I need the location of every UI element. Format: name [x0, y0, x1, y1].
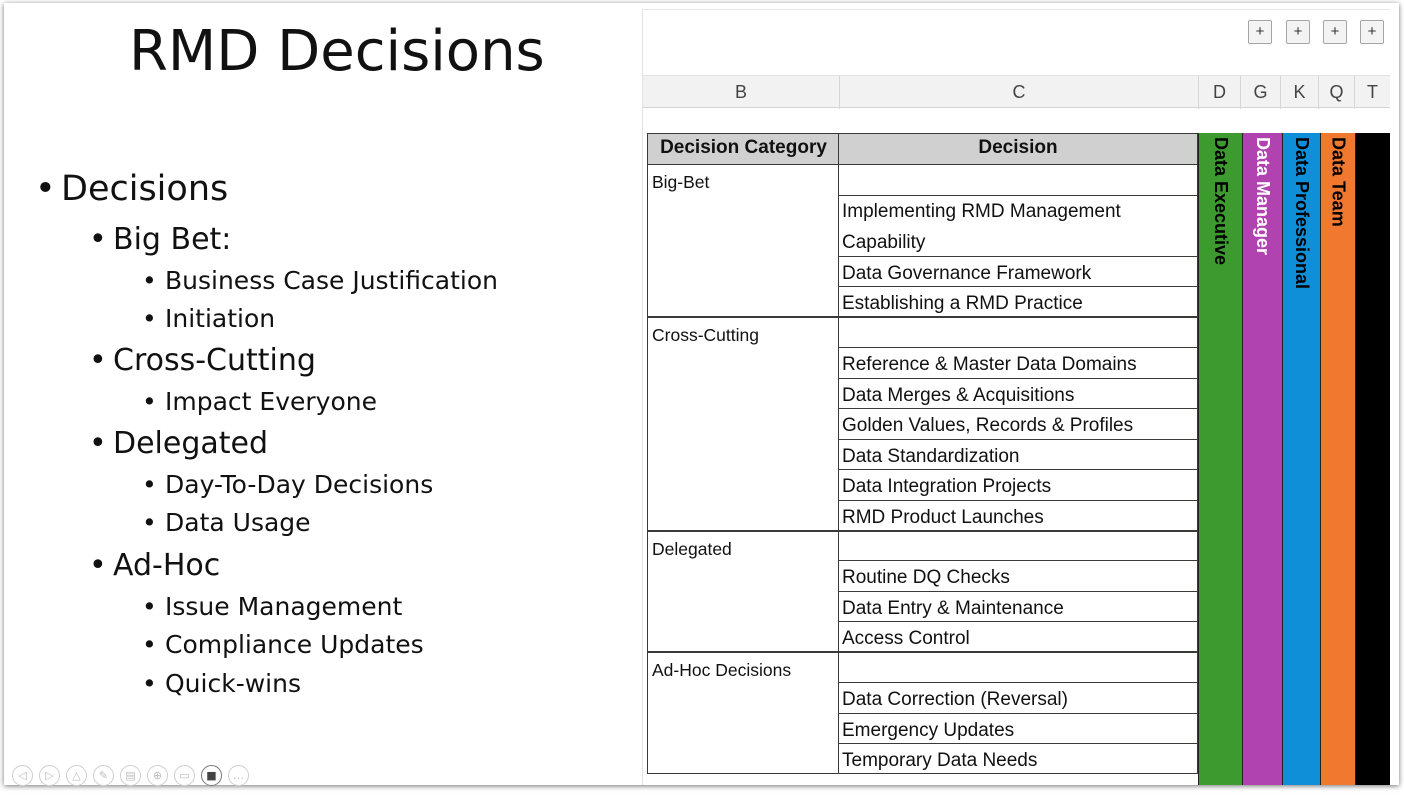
role-column-data-professional: [1282, 133, 1320, 785]
header-decision: Decision: [838, 133, 1198, 165]
column-header-k[interactable]: K: [1281, 76, 1319, 109]
decision-cell[interactable]: Access Control: [838, 621, 1198, 652]
more-icon[interactable]: …: [228, 765, 249, 786]
category-cell: Big-Bet: [647, 164, 840, 317]
empty-cell[interactable]: [838, 652, 1198, 683]
column-header-g[interactable]: G: [1241, 76, 1281, 109]
bullet-level-3: • Quick-wins: [165, 669, 301, 698]
decision-cell[interactable]: Data Integration Projects: [838, 469, 1198, 501]
zoom-icon[interactable]: ⊕: [147, 765, 168, 786]
expand-group-button[interactable]: +: [1323, 20, 1347, 44]
home-icon[interactable]: △: [66, 765, 87, 786]
empty-cell[interactable]: [838, 317, 1198, 348]
bullet-level-1: • Decisions: [61, 169, 228, 209]
decision-cell[interactable]: Routine DQ Checks: [838, 560, 1198, 592]
decision-cell[interactable]: Emergency Updates: [838, 713, 1198, 744]
decision-cell[interactable]: Data Governance Framework: [838, 256, 1198, 287]
slides-icon[interactable]: ▤: [120, 765, 141, 786]
column-header-c[interactable]: C: [840, 76, 1199, 109]
decision-cell[interactable]: Establishing a RMD Practice: [838, 286, 1198, 317]
role-column-data-team: [1320, 133, 1355, 785]
empty-cell[interactable]: [838, 164, 1198, 196]
camera-icon[interactable]: ■: [201, 765, 222, 786]
decision-cell[interactable]: Temporary Data Needs: [838, 743, 1198, 774]
decision-cell[interactable]: Data Standardization: [838, 439, 1198, 470]
column-header-bar: [643, 75, 1390, 108]
empty-cell[interactable]: [838, 531, 1198, 561]
group-outline-bar: [643, 9, 1390, 75]
bullet-level-3: • Day-To-Day Decisions: [165, 470, 433, 499]
role-label: Data Manager: [1253, 137, 1273, 256]
bullet-level-2: • Big Bet:: [113, 222, 231, 257]
slideshow-controls: [12, 765, 249, 786]
spreadsheet-view: [642, 9, 1390, 785]
decision-cell[interactable]: Data Merges & Acquisitions: [838, 378, 1198, 409]
role-label: Data Professional: [1292, 137, 1312, 290]
bullet-level-3: • Issue Management: [165, 592, 402, 621]
slide: [4, 3, 1399, 785]
column-header-b[interactable]: B: [643, 76, 840, 109]
slide-title: RMD Decisions: [129, 19, 545, 84]
role-column-blank: [1355, 133, 1390, 785]
bullet-level-3: • Business Case Justification: [165, 266, 498, 295]
category-cell: Cross-Cutting: [647, 317, 840, 531]
decision-cell[interactable]: Golden Values, Records & Profiles: [838, 408, 1198, 440]
expand-group-button[interactable]: +: [1286, 20, 1310, 44]
decision-cell[interactable]: Implementing RMD Management Capability: [838, 195, 1198, 257]
next-icon[interactable]: ▷: [39, 765, 60, 786]
role-label: Data Team: [1328, 137, 1349, 227]
bullet-level-3: • Initiation: [165, 304, 275, 333]
expand-group-button[interactable]: +: [1248, 20, 1272, 44]
role-column-data-executive: [1198, 133, 1242, 785]
role-label: Data Executive: [1211, 137, 1231, 266]
header-decision-category: Decision Category: [647, 133, 840, 165]
decision-cell[interactable]: Reference & Master Data Domains: [838, 347, 1198, 379]
column-header-t[interactable]: T: [1355, 76, 1390, 109]
bullet-level-2: • Ad-Hoc: [113, 548, 220, 583]
decision-cell[interactable]: Data Correction (Reversal): [838, 682, 1198, 714]
column-header-d[interactable]: D: [1199, 76, 1241, 109]
bullet-level-2: • Cross-Cutting: [113, 343, 316, 378]
decision-cell[interactable]: Data Entry & Maintenance: [838, 591, 1198, 622]
previous-icon[interactable]: ◁: [12, 765, 33, 786]
bullet-level-3: • Impact Everyone: [165, 387, 377, 416]
bullet-level-3: • Compliance Updates: [165, 630, 424, 659]
category-cell: Ad-Hoc Decisions: [647, 652, 840, 774]
column-header-q[interactable]: Q: [1319, 76, 1355, 109]
bullet-level-3: • Data Usage: [165, 508, 311, 537]
decision-cell[interactable]: RMD Product Launches: [838, 500, 1198, 531]
expand-group-button[interactable]: +: [1360, 20, 1384, 44]
subtitles-icon[interactable]: ▭: [174, 765, 195, 786]
pen-icon[interactable]: ✎: [93, 765, 114, 786]
blank-row: [643, 109, 1390, 133]
bullet-level-2: • Delegated: [113, 426, 268, 461]
category-cell: Delegated: [647, 531, 840, 652]
role-column-data-manager: [1242, 133, 1282, 785]
